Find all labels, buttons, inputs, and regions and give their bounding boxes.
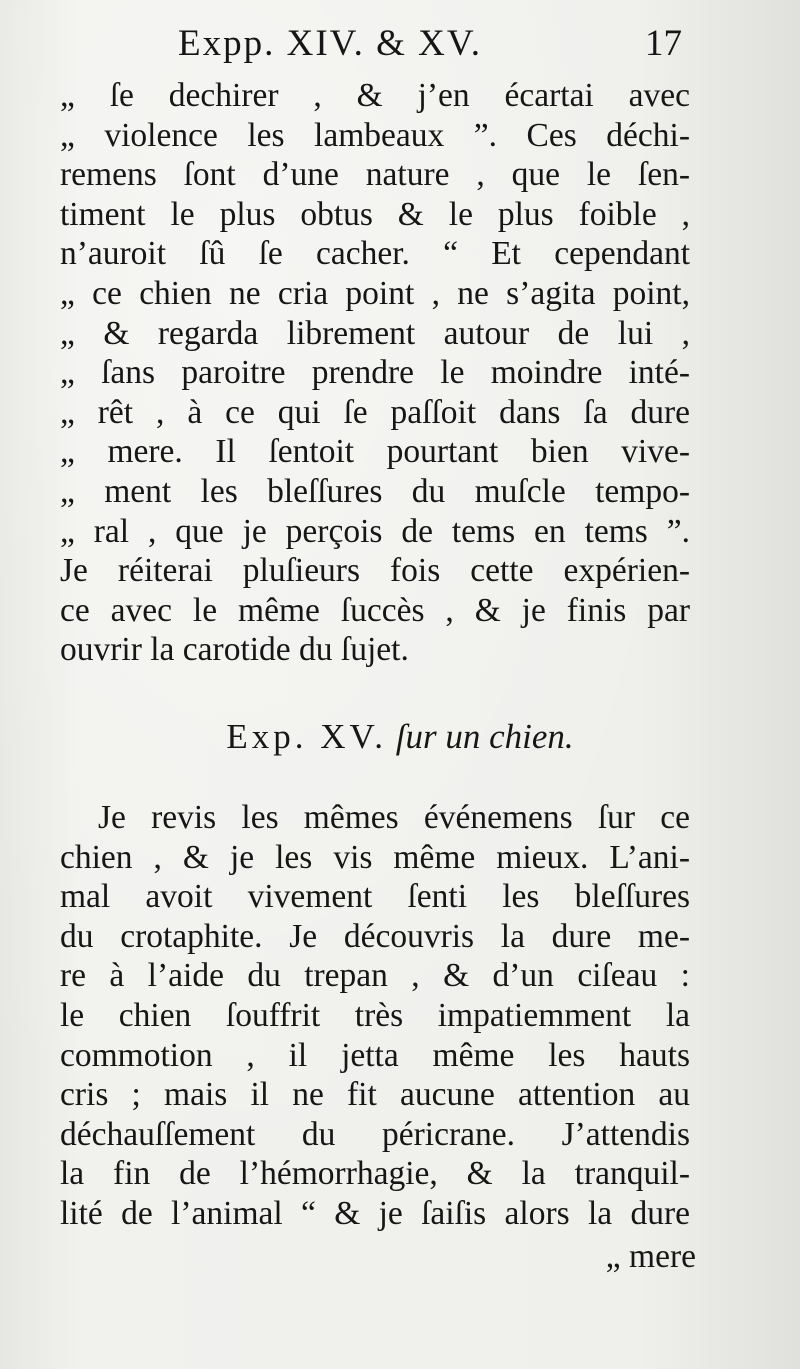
text-line: „ rêt , à ce qui ſe paſſoit dans ſa dure (60, 393, 690, 431)
text-line: ouvrir la carotide du ſujet. (60, 631, 409, 669)
running-head: Expp. XIV. & XV. (178, 23, 483, 64)
paragraph-experiment-xiv (60, 76, 690, 670)
text-line: „ ral , que je perçois de tems en tems ”. (60, 512, 690, 550)
text-line: cris ; mais il ne fit aucune attention au (60, 1076, 690, 1114)
text-line: la fin de l’hémorrhagie, & la tranquil- (60, 1155, 690, 1193)
text-line: „ ment les bleſſures du muſcle tempo- (60, 472, 690, 510)
text-line: lité de l’animal “ & je ſaiſis alors la dure (60, 1194, 690, 1232)
text-line: déchauſſement du péricrane. J’attendis (60, 1115, 690, 1153)
text-line: du crotaphite. Je découvris la dure me- (60, 917, 690, 955)
section-heading-subtitle: ſur un chien. (395, 717, 574, 756)
text-line: le chien ſouffrit très impatiemment la (60, 996, 690, 1034)
text-line: remens ſont d’une nature , que le ſen- (60, 156, 690, 194)
section-heading-label: Exp. XV. (226, 717, 388, 756)
section-heading (0, 717, 800, 757)
text-line: „ violence les lambeaux ”. Ces déchi- (60, 116, 690, 154)
text-line: „ mere. Il ſentoit pourtant bien vive- (60, 433, 690, 471)
text-line: chien , & je les vis même mieux. L’ani- (60, 838, 690, 876)
page-header (0, 22, 800, 72)
text-line: „ ſe dechirer , & j’en écartai avec (60, 77, 690, 114)
text-line: n’auroit ſû ſe cacher. “ Et cependant (60, 235, 690, 273)
text-line: commotion , il jetta même les hauts (60, 1036, 690, 1074)
text-line: „ & regarda librement autour de lui , (60, 314, 690, 352)
text-line: mal avoit vivement ſenti les bleſſures (60, 878, 690, 916)
text-line: Je réiterai pluſieurs fois cette expérien- (60, 552, 690, 590)
text-line: Je revis les mêmes événemens ſur ce (98, 799, 690, 836)
paragraph-experiment-xv (60, 798, 690, 1234)
text-line: timent le plus obtus & le plus foible , (60, 195, 690, 233)
text-line: „ ce chien ne cria point , ne s’agita point, (60, 274, 690, 312)
text-line: ce avec le même ſuccès , & je finis par (60, 591, 690, 629)
catchword: „ mere (605, 1238, 696, 1275)
text-line: „ ſans paroitre prendre le moindre inté- (60, 354, 690, 392)
text-line: re à l’aide du trepan , & d’un ciſeau : (60, 957, 690, 995)
page-number: 17 (645, 23, 682, 64)
